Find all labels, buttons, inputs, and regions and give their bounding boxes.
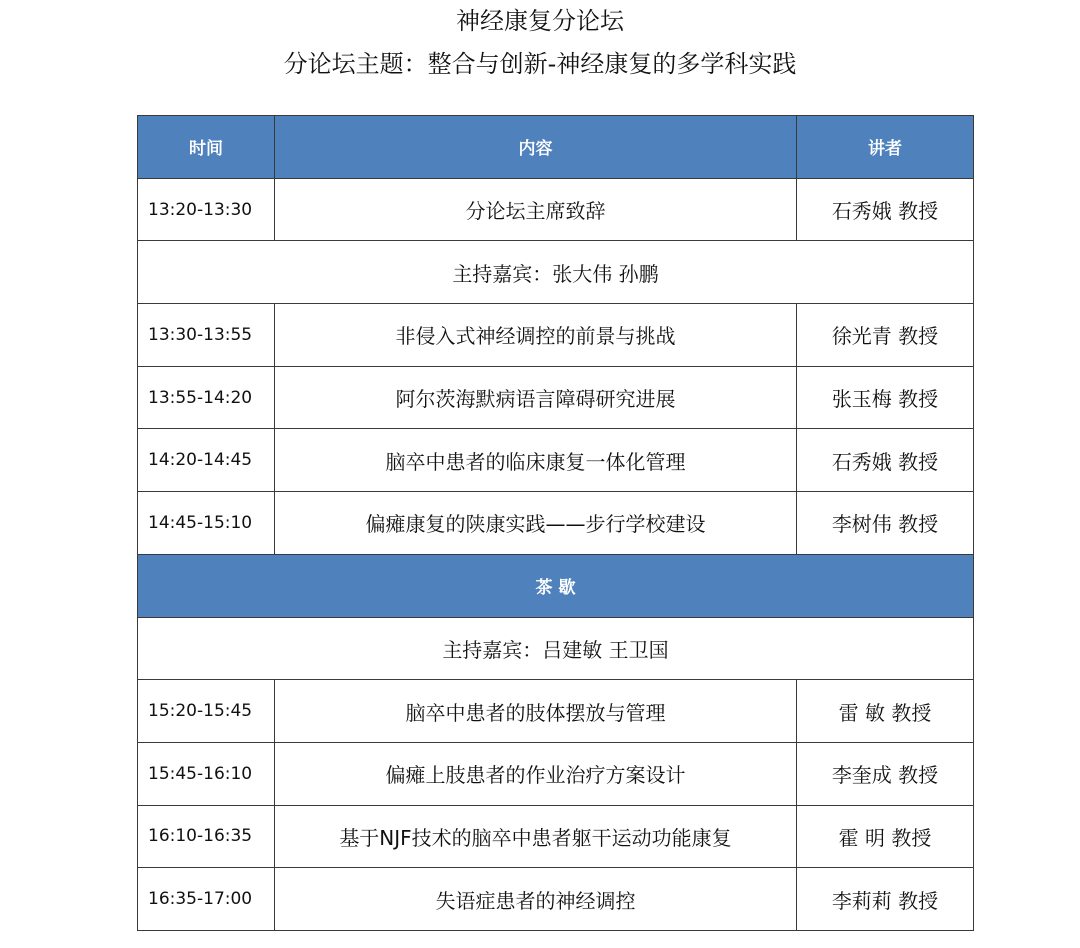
session-content: 非侵入式神经调控的前景与挑战 <box>275 304 797 367</box>
table-row <box>138 680 974 743</box>
session-content: 偏瘫康复的陕康实践——步行学校建设 <box>275 492 797 555</box>
table-row <box>138 366 974 429</box>
session-content: 失语症患者的神经调控 <box>275 868 797 931</box>
session-speaker: 石秀娥 教授 <box>797 178 974 241</box>
session-time: 13:30-13:55 <box>138 304 275 367</box>
session-speaker: 李树伟 教授 <box>797 492 974 555</box>
host-text: 主持嘉宾：张大伟 孙鹏 <box>138 241 974 304</box>
column-header-content: 内容 <box>275 116 797 179</box>
table-row <box>138 178 974 241</box>
session-speaker: 李莉莉 教授 <box>797 868 974 931</box>
session-content: 脑卒中患者的肢体摆放与管理 <box>275 680 797 743</box>
session-content: 分论坛主席致辞 <box>275 178 797 241</box>
session-time: 13:20-13:30 <box>138 178 275 241</box>
session-speaker: 石秀娥 教授 <box>797 429 974 492</box>
session-speaker: 徐光青 教授 <box>797 304 974 367</box>
session-content: 阿尔茨海默病语言障碍研究进展 <box>275 366 797 429</box>
table-row <box>138 492 974 555</box>
host-row <box>138 241 974 304</box>
table-row <box>138 742 974 805</box>
table-row <box>138 868 974 931</box>
host-row <box>138 617 974 680</box>
column-header-time: 时间 <box>138 116 275 179</box>
table-header-row <box>138 116 974 179</box>
host-text: 主持嘉宾：吕建敏 王卫国 <box>138 617 974 680</box>
session-speaker: 霍 明 教授 <box>797 805 974 868</box>
session-content: 偏瘫上肢患者的作业治疗方案设计 <box>275 742 797 805</box>
page-subtitle: 分论坛主题：整合与创新-神经康复的多学科实践 <box>283 50 797 78</box>
session-content: 脑卒中患者的临床康复一体化管理 <box>275 429 797 492</box>
break-row <box>138 554 974 617</box>
page-title: 神经康复分论坛 <box>456 7 624 35</box>
session-speaker: 雷 敏 教授 <box>797 680 974 743</box>
column-header-speaker: 讲者 <box>797 116 974 179</box>
session-content: 基于NJF技术的脑卒中患者躯干运动功能康复 <box>275 805 797 868</box>
break-label: 茶 歇 <box>138 554 974 617</box>
session-speaker: 李奎成 教授 <box>797 742 974 805</box>
session-time: 15:45-16:10 <box>138 742 275 805</box>
table-row <box>138 429 974 492</box>
session-time: 16:35-17:00 <box>138 868 275 931</box>
session-time: 13:55-14:20 <box>138 366 275 429</box>
session-time: 14:45-15:10 <box>138 492 275 555</box>
session-time: 15:20-15:45 <box>138 680 275 743</box>
session-speaker: 张玉梅 教授 <box>797 366 974 429</box>
session-time: 14:20-14:45 <box>138 429 275 492</box>
agenda-table <box>137 115 974 931</box>
session-time: 16:10-16:35 <box>138 805 275 868</box>
table-row <box>138 805 974 868</box>
table-row <box>138 304 974 367</box>
